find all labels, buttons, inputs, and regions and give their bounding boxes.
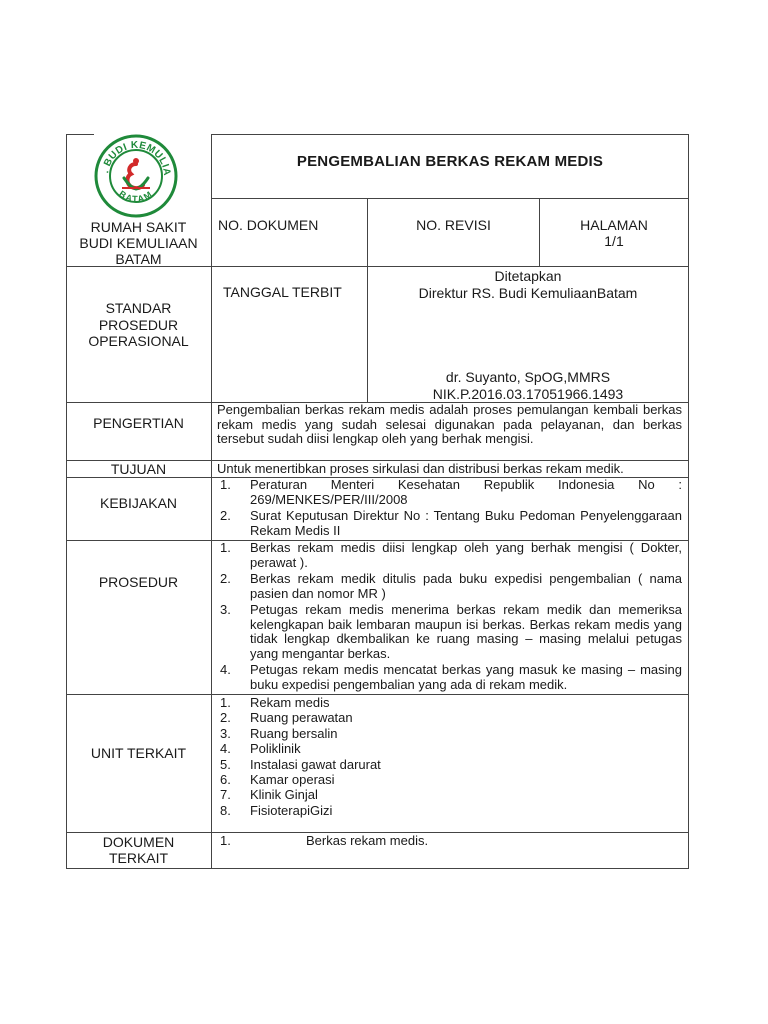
list-item-text: Petugas rekam medis mencatat berkas yang masuk ke masing – masing buku expedisi pengembalian yang ada di rekam medik.	[250, 662, 682, 692]
prosedur-label: PROSEDUR	[98, 574, 179, 590]
halaman-value: 1/1	[604, 233, 624, 249]
list-item	[212, 757, 682, 772]
pengertian-text: Pengembalian berkas rekam medis adalah proses pemulangan kembali berkas rekam medis yang sudah selesai digunakan pada pelayanan, dan berkas tersebut sudah diisi lengkap oleh yang berhak mengisi.	[217, 402, 682, 446]
document-title: PENGEMBALIAN BERKAS REKAM MEDIS	[296, 153, 604, 170]
list-item-text: Berkas rekam medik ditulis pada buku expedisi pengembalian ( nama pasien dan nomor MR )	[250, 571, 682, 601]
list-item-text: FisioterapiGizi	[250, 802, 333, 818]
table-border-top	[212, 134, 689, 135]
list-item-number: 1.	[220, 695, 231, 710]
list-item	[212, 663, 682, 692]
list-item	[212, 603, 682, 661]
sop-label-line: PROSEDUR	[98, 316, 179, 333]
sop-label-line: OPERASIONAL	[88, 333, 189, 349]
list-item-number: 7.	[220, 787, 231, 803]
hospital-logo-icon	[94, 134, 178, 218]
list-item-number: 1.	[220, 540, 231, 555]
list-item	[212, 741, 682, 756]
list-item-number: 8.	[220, 802, 231, 818]
unit-terkait-label: UNIT TERKAIT	[90, 745, 187, 761]
list-item	[212, 772, 682, 787]
list-item-number: 4.	[220, 741, 231, 757]
sop-label-line: STANDAR	[105, 300, 172, 316]
pengertian-label: PENGERTIAN	[93, 415, 184, 431]
no-dokumen-label: NO. DOKUMEN	[218, 217, 319, 233]
sop-label	[66, 300, 211, 350]
list-item-text: Petugas rekam medis menerima berkas rekam medik dan memeriksa kelengkapan baik lembaran maupun isi berkas. Berkas rekam medis yang tidak lengkap dkembalikan ke ruang masing – masing melalui petugas yang mengantar berkas.	[250, 602, 682, 661]
list-item-text: Ruang bersalin	[250, 725, 338, 741]
hospital-name-line: BUDI KEMULIAAN	[79, 235, 198, 251]
list-item	[212, 787, 682, 802]
no-revisi-label: NO. REVISI	[416, 217, 491, 233]
hospital-name-line: RUMAH SAKIT	[90, 219, 187, 235]
hospital-name-line: BATAM	[115, 251, 162, 267]
list-item	[212, 541, 682, 570]
tujuan-label: TUJUAN	[110, 461, 167, 477]
list-item-number: 4.	[220, 662, 231, 677]
ditetapkan-text: Ditetapkan	[494, 268, 562, 284]
kebijakan-label: KEBIJAKAN	[99, 495, 178, 511]
halaman-label	[540, 217, 688, 249]
prosedur-list	[212, 541, 682, 692]
list-item-number: 6.	[220, 772, 231, 788]
table-border-bottom	[66, 868, 689, 869]
list-item-number: 3.	[220, 602, 231, 617]
signer-nik: NIK.P.2016.03.17051966.1493	[432, 386, 624, 402]
list-item-number: 1.	[220, 477, 231, 492]
list-item	[212, 710, 682, 725]
list-item	[212, 509, 682, 538]
list-item-text: Instalasi gawat darurat	[250, 756, 381, 772]
list-item-text: Kamar operasi	[250, 772, 335, 788]
list-item-number: 2.	[220, 571, 231, 586]
list-item-number: 2.	[220, 710, 231, 726]
hospital-logo	[94, 134, 178, 218]
tujuan-text: Untuk menertibkan proses sirkulasi dan distribusi berkas rekam medik.	[217, 461, 624, 476]
list-item	[212, 726, 682, 741]
list-item-text: Surat Keputusan Direktur No : Tentang Buku Pedoman Penyelenggaraan Rekam Medis II	[250, 508, 682, 538]
list-item-text: Rekam medis	[250, 695, 330, 710]
table-divider	[212, 198, 689, 199]
direktur-text: Direktur RS. Budi KemuliaanBatam	[418, 285, 638, 301]
list-item	[212, 803, 682, 818]
kebijakan-list	[212, 478, 682, 538]
signer-name: dr. Suyanto, SpOG,MMRS	[445, 369, 611, 385]
dokumen-terkait-item	[220, 834, 680, 849]
list-item-text: Poliklinik	[250, 741, 301, 757]
tanggal-terbit-label: TANGGAL TERBIT	[223, 284, 342, 300]
list-item-text: Klinik Ginjal	[250, 787, 318, 803]
list-item-text: Ruang perawatan	[250, 710, 353, 726]
dokumen-terkait-label	[66, 834, 211, 866]
list-item	[212, 478, 682, 507]
dokumen-terkait-label-line: TERKAIT	[108, 850, 169, 866]
list-item	[212, 572, 682, 601]
list-item-number: 5.	[220, 756, 231, 772]
dokumen-terkait-label-line: DOKUMEN	[102, 834, 175, 850]
svg-text:R.S. BUDI KEMULIAAN: . BUDI KEMULIA	[100, 139, 173, 177]
list-item-number: 2.	[220, 508, 231, 523]
unit-terkait-list	[212, 695, 682, 818]
list-item-text: Berkas rekam medis.	[306, 833, 429, 848]
list-item-text: Peraturan Menteri Kesehatan Republik Indonesia No : 269/MENKES/PER/III/2008	[250, 477, 682, 507]
list-item-number: 1.	[220, 833, 231, 848]
svg-text:BATAM: BATAM	[117, 188, 155, 205]
hospital-name	[66, 219, 211, 267]
table-border-right	[688, 134, 689, 869]
table-border-top-left	[66, 134, 94, 135]
list-item-number: 3.	[220, 725, 231, 741]
list-item-text: Berkas rekam medis diisi lengkap oleh yang berhak mengisi ( Dokter, perawat ).	[250, 540, 682, 570]
list-item	[212, 695, 682, 710]
halaman-label-text: HALAMAN	[580, 217, 648, 233]
